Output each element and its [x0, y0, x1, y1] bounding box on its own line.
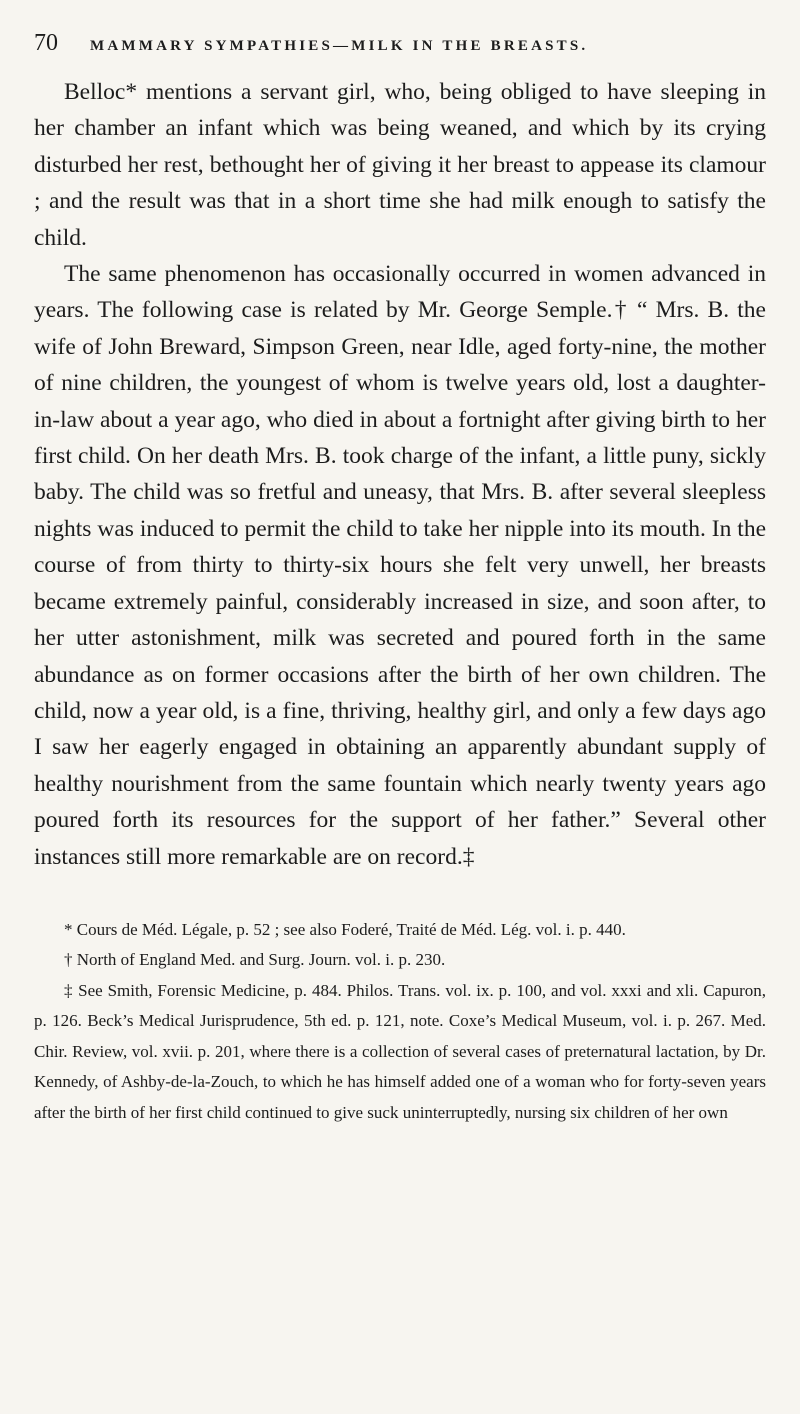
footnote-dagger: † North of England Med. and Surg. Journ. vol. i. p. 230. — [64, 950, 446, 970]
running-head — [34, 30, 766, 66]
running-title: MAMMARY SYMPATHIES—MILK IN THE BREASTS. — [90, 38, 589, 54]
footnotes — [34, 915, 766, 1129]
footnote-asterisk: * Cours de Méd. Légale, p. 52 ; see also Foderé, Traité de Méd. Lég. vol. i. p. 440. — [64, 919, 626, 939]
footnote-double-dagger: ‡ See Smith, Forensic Medicine, p. 484. Philos. Trans. vol. ix. p. 100, and vol. xxxi and xli. Capuron, p. 126. Beck’s Medical Jurisprudence, 5th ed. p. 121, note. Coxe’s Medical Museum, vol. i. p. 267. Med. Chir. Review, vol. xvii. p. 201, where there is a collection of several cases of preternatural lactation, by Dr. Kennedy, of Ashby-de-la-Zouch, to which he has himself added one of a woman who for forty-seven years after the birth of her first child continued to give suck uninterruptedly, nursing six children of her own — [34, 980, 766, 1122]
paragraph-belloc: Belloc* mentions a servant girl, who, being obliged to have sleeping in her chamber an infant which was being weaned, and which by its crying disturbed her rest, bethought her of giving it her breast to appease its clamour ; and the result was that in a short time she had milk enough to satisfy the child. — [34, 79, 766, 251]
paragraph-semple-case: The same phenomenon has occasionally occurred in women advanced in years. The following case is related by Mr. George Semple.† “ Mrs. B. the wife of John Breward, Simpson Green, near Idle, aged forty-nine, the mother of nine children, the youngest of whom is twelve years old, lost a daughter-in-law about a year ago, who died in about a fortnight after giving birth to her first child. On her death Mrs. B. took charge of the infant, a little puny, sickly baby. The child was so fretful and uneasy, that Mrs. B. after several sleepless nights was induced to permit the child to take her nipple into its mouth. In the course of from thirty to thirty-six hours she felt very unwell, her breasts became extremely painful, considerably increased in size, and soon after, to her utter astonishment, milk was secreted and poured forth in the same abundance as on former occasions after the birth of her own children. The child, now a year old, is a fine, thriving, healthy girl, and only a few days ago I saw her eagerly engaged in obtaining an apparently abundant supply of healthy nourishment from the same fountain which nearly twenty years ago poured forth its resources for the support of her father.” Several other instances still more remarkable are on record.‡ — [34, 261, 766, 870]
page-number: 70 — [34, 30, 58, 56]
body-text — [34, 74, 766, 875]
footnote-separator — [34, 875, 766, 915]
